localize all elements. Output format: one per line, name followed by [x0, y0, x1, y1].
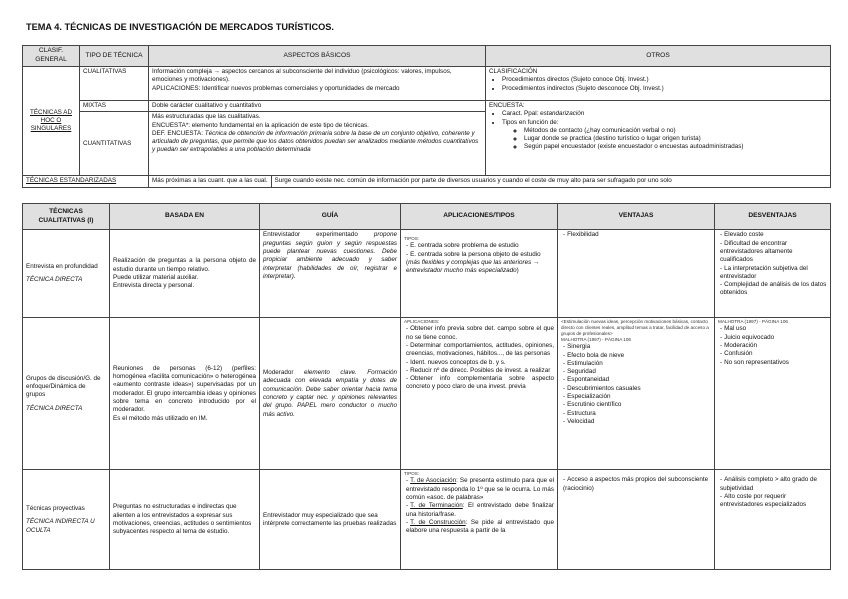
- list-item: - Descubrimientos casuales: [563, 385, 711, 393]
- ventajas-grupos: [558, 318, 715, 470]
- list-item: - No son representativos: [720, 359, 827, 367]
- otros-cuant-tipos: [502, 119, 827, 152]
- header-tecnicas: TÉCNICAS CUALITATIVAS (I): [23, 204, 110, 230]
- otros-cualitativas: [486, 67, 831, 101]
- header-desventajas: DESVENTAJAS: [715, 204, 831, 230]
- text-fragment: TÉCNICA INDIRECTA U OCULTA: [26, 518, 95, 534]
- list-item: - La interpretación subjetiva del entrevistador: [720, 265, 827, 282]
- list-item: - Especialización: [563, 393, 711, 401]
- tecnica-proyectivas: [23, 470, 110, 570]
- list-item: - Estimulación: [563, 360, 711, 368]
- text-fragment: APLICACIONES:: [404, 319, 440, 325]
- text-fragment: DEF. ENCUESTA:: [152, 129, 205, 137]
- text-fragment: Técnica de obtención de información primaria sobre la base de un conjunto objetivo, coherente y articulado de preguntas, que permite que los datos obtenidos puedan ser analizados mediante métodos cuantitativos y puedan ser extrapolables a una población determinada: [152, 129, 479, 154]
- estandarizadas-label: TÉCNICAS ESTANDARIZADAS: [23, 176, 149, 187]
- list-item: [406, 477, 554, 502]
- otros-cual-item: • Procedimientos directos (Sujeto conoce Obj. Invest.): [502, 76, 827, 84]
- basada-proyectivas: [110, 470, 260, 570]
- summary-table: [22, 45, 831, 188]
- aplicaciones-grupos: [401, 318, 558, 470]
- header-guia: GUÍA: [260, 204, 401, 230]
- tecnica-entrevista: [23, 230, 110, 318]
- list-item: - Estructura: [563, 410, 711, 418]
- list-item: - Efecto bola de nieve: [563, 352, 711, 360]
- otros-cuant-sub: ◦ Métodos de contacto (¿hay comunicación verbal o no): [524, 127, 827, 135]
- header-ventajas: VENTAJAS: [558, 204, 715, 230]
- aspectos-cuant-def: [152, 130, 482, 155]
- list-item: - Acceso a aspectos más propios del subconsciente (raciocinio): [563, 476, 711, 493]
- list-item: [406, 519, 554, 536]
- header-aspectos: ASPECTOS BÁSICOS: [149, 46, 486, 67]
- aspectos-cualitativas: [149, 67, 486, 101]
- list-item: - Dificultad de encontrar entrevistadores altamente cualificados: [720, 240, 827, 265]
- text-fragment: Entrevistador experimentado: [263, 231, 374, 239]
- row-entrevista: [23, 230, 831, 318]
- text-fragment: Caract. Ppal:: [502, 110, 541, 118]
- aplicaciones-entrevista: [401, 230, 558, 318]
- list-item: - Complejidad de análisis de los datos obtenidos: [720, 281, 827, 298]
- aspectos-cual-aplic: APLICACIONES: Identificar nuevos problemas comerciales y oportunidades de mercado: [152, 84, 400, 92]
- text-fragment: Preguntas no estructuradas e indirectas que alienten a los entrevistados a expresar sus motivaciones, creencias, actitudes o sentimientos subyacentes respecto al tema de estudio.: [113, 503, 252, 536]
- tecnica-name: Entrevista en profundidad: [26, 263, 98, 271]
- list-item: - Determinar comportamientos, actitudes, opiniones, creencias, motivaciones, hábitos..., de las personas: [406, 342, 554, 359]
- tecnica-type: [26, 518, 106, 535]
- desventajas-entrevista: [715, 230, 831, 318]
- text-fragment: TÉCNICA DIRECTA: [26, 276, 83, 284]
- list-item: - Obtener info complementaria sobre aspecto concreto y poco claro de una invest. previa: [406, 375, 554, 392]
- otros-cuant-sub: ◦ Según papel encuestador (existe encuestador o encuestas autoadministradas): [524, 143, 827, 151]
- text-fragment: : El entrevistado debe finalizar una historia/frase.: [406, 502, 555, 518]
- row-estandarizadas: [23, 176, 831, 187]
- text-fragment: Moderador: [263, 369, 304, 377]
- header-aplicaciones: APLICACIONES/TIPOS: [401, 204, 558, 230]
- basada-grupos: [110, 318, 260, 470]
- aspectos-cuantitativas: [149, 112, 486, 176]
- text-fragment: T. de Terminación: [410, 502, 463, 510]
- text-fragment: T. de Construcción: [410, 518, 466, 526]
- list-item: - Confusión: [720, 350, 827, 358]
- list-item: - Análisis completo > alto grado de subjetividad: [720, 476, 827, 493]
- otros-cuantitativas: [486, 101, 831, 176]
- aspectos-cual-info: Información compleja → aspectos cercanos al subconsciente del individuo (psicológicos: valores, impulsos, emociones y motivaciones).: [152, 68, 452, 84]
- list-item: [406, 502, 554, 519]
- ventajas-note: <Estimulación nuevas ideas, percepción motivaciones básicas, contacto directo con clientes reales, amplitud temas a tratar, facilidad de acceso a grupos de profesionales>: [561, 319, 709, 337]
- tecnica-grupos: [23, 318, 110, 470]
- header-otros: OTROS: [486, 46, 831, 67]
- desventajas-source: MALHOTRA (1997) - PÁGINA 106: [718, 319, 788, 325]
- ventajas-source: MALHOTRA (1997) - PÁGINA 106: [561, 337, 631, 343]
- tecnica-name: Técnicas proyectivas: [26, 504, 85, 512]
- text-fragment: : Se pide al entrevistado que elabore una respuesta a partir de la: [406, 518, 554, 535]
- tipo-cuantitativas: CUANTITATIVAS: [80, 112, 149, 176]
- list-item: - Seguridad: [563, 368, 711, 376]
- text-fragment: Entrevistador muy especializado que sea intérprete correctamente las pruebas realizadas: [263, 511, 397, 527]
- otros-cuant-sub: ◦ Lugar donde se practica (destino turístico o lugar origen turista): [524, 135, 827, 143]
- text-fragment: más flexibles y complejas que las anteriores → entrevistador mucho más especializado: [406, 258, 540, 275]
- row-proyectivas: [23, 470, 831, 570]
- row-cualitativas: [23, 67, 831, 101]
- text-fragment: TÉCNICA DIRECTA: [26, 404, 83, 412]
- otros-cuant-caract: [502, 110, 827, 118]
- otros-cual-item: • Procedimientos indirectos (Sujeto desconoce Obj. Invest.): [502, 85, 827, 93]
- basada-entrevista: [110, 230, 260, 318]
- text-fragment: Tipos en función de:: [502, 118, 559, 126]
- aspectos-mixtas: Doble carácter cualitativo y cuantitativo: [149, 101, 486, 112]
- page-title: TEMA 4. TÉCNICAS DE INVESTIGACIÓN DE MERCADOS TURÍSTICOS.: [26, 22, 334, 32]
- list-item: - Alto coste por requerir entrevistadores especializados: [720, 493, 827, 510]
- tipo-cualitativas: CUALITATIVAS: [80, 67, 149, 101]
- tecnica-type: [26, 276, 106, 284]
- list-item: - Reducir nº de direcc. Posibles de invest. a realizar: [406, 367, 554, 375]
- header-clasif: CLASIF. GENERAL: [23, 46, 80, 67]
- aspectos-cuant-1: Más estructuradas que las cualitativas.: [152, 113, 261, 121]
- qualitative-header-row: [23, 204, 831, 230]
- header-tipo: TIPO DE TÉCNICA: [80, 46, 149, 67]
- text-fragment: propone preguntas según guion y según respuestas puede plantear nuevas cuestiones. Debe propiciar ambiente adecuado y saber interpretar (habilidades de oír, registrar e interpretar).: [263, 231, 397, 280]
- list-item: - Elevado coste: [720, 231, 827, 239]
- qualitative-table: [22, 203, 831, 570]
- text-fragment: E. centrada sobre la persona objeto de estudio (: [406, 250, 541, 266]
- text-fragment: Es el método más utilizado en IM.: [113, 414, 208, 422]
- guia-grupos: [260, 318, 401, 470]
- text-fragment: Entrevista directa y personal.: [113, 282, 195, 290]
- estandarizadas-a: Más próximas a las cuant. que a las cual.: [149, 176, 272, 186]
- estandarizadas-content: [149, 176, 831, 187]
- ventajas-entrevista: [558, 230, 715, 318]
- list-item: - Ident. nuevos conceptos de b. y s.: [406, 359, 554, 367]
- list-item: - Velocidad: [563, 418, 711, 426]
- ventajas-proyectivas: [558, 470, 715, 570]
- list-item: - Mal uso: [720, 325, 827, 333]
- list-item: - Espontaneidad: [563, 376, 711, 384]
- estandarizadas-b: Surge cuando existe nec. común de información por parte de diversos usuarios y cuando el coste de muy alto para ser sufragado por uno solo: [274, 177, 672, 185]
- list-item: - Flexibilidad: [563, 231, 711, 239]
- text-fragment: Puede utilizar material auxiliar.: [113, 273, 199, 281]
- row-mixtas: [23, 101, 831, 112]
- guia-proyectivas: [260, 470, 401, 570]
- list-item: - Obtener info previa sobre det. campo sobre el que no se tiene conoc.: [406, 325, 554, 342]
- desventajas-grupos: [715, 318, 831, 470]
- group-ad-hoc: TÉCNICAS AD HOC O SINGULARES: [23, 67, 80, 176]
- text-fragment: elemento clave. Formación adecuada con elevada empatía y dotes de comunicación. Debe saber orientar hacia tema concreto y captar nec. y opiniones relevantes del grupo. PAPEL mero conductor o mucho más activo.: [263, 369, 397, 418]
- text-fragment: ): [516, 267, 519, 275]
- desventajas-proyectivas: [715, 470, 831, 570]
- text-fragment: : Se presenta estímulo para que el entrevistado responda lo 1º que se le ocurra. Lo más común «asoc. de palabras»: [406, 477, 554, 501]
- header-basada: BASADA EN: [110, 204, 260, 230]
- tecnica-type: [26, 405, 106, 413]
- aplicaciones-proyectivas: [401, 470, 558, 570]
- list-item: [406, 251, 554, 276]
- list-item: - Moderación: [720, 342, 827, 350]
- text-fragment: Reuniones de personas (6-12) (perfiles: homogénea «facilita comunicación» o heterogénea «aumento contraste ideas») supervisadas por un moderador. El grupo intercambia ideas y opiniones sobre tema en concreto introducido por el moderador.: [113, 364, 256, 414]
- aspectos-cuant-2: ENCUESTA*: elemento fundamental en la aplicación de este tipo de técnicas.: [152, 121, 369, 129]
- summary-header-row: [23, 46, 831, 67]
- list-item: - Escrutinio científico: [563, 401, 711, 409]
- list-item: - Juicio equivocado: [720, 334, 827, 342]
- otros-cual-title: CLASIFICACIÓN: [489, 68, 538, 75]
- list-item: - Sinergia: [563, 343, 711, 351]
- tecnica-name: Grupos de discusión/G. de enfoque/Dinámica de grupos: [26, 374, 101, 399]
- text-fragment: TIPOS:: [404, 471, 420, 477]
- otros-cuant-title: ENCUESTA:: [489, 102, 525, 109]
- guia-entrevista: [260, 230, 401, 318]
- text-fragment: TIPOS:: [404, 236, 420, 242]
- list-item: - E. centrada sobre problema de estudio: [406, 242, 554, 250]
- text-fragment: T. de Asociación: [410, 477, 457, 485]
- tipo-mixtas: MIXTAS: [80, 101, 149, 112]
- text-fragment: estandarización: [540, 110, 585, 118]
- text-fragment: Realización de preguntas a la persona objeto de estudio durante un tiempo relativo.: [113, 257, 256, 273]
- row-grupos: [23, 318, 831, 470]
